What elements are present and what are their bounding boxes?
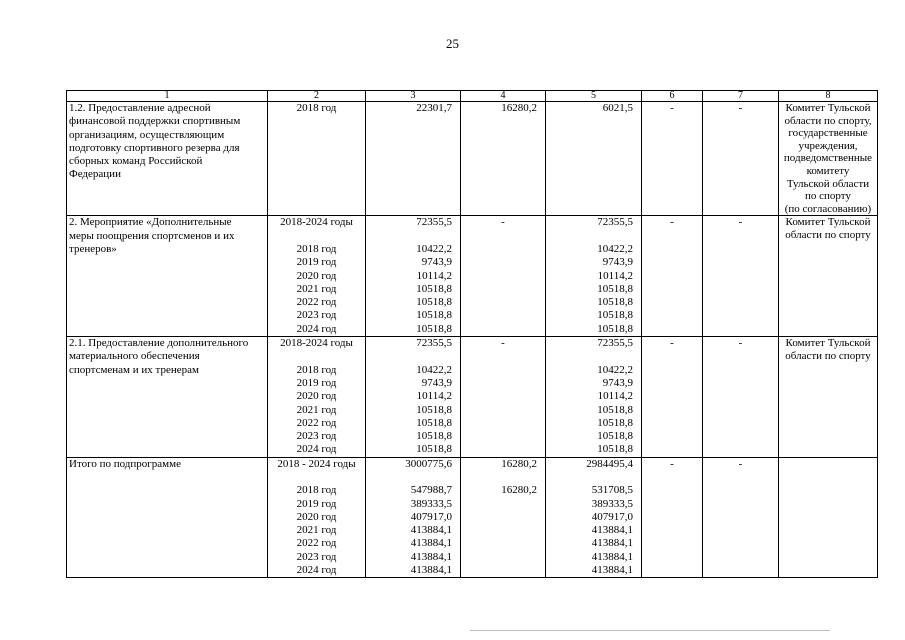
- description-line: 2.1. Предоставление дополнительного: [69, 337, 249, 350]
- total-amount: 10114,2: [416, 269, 452, 282]
- total-amount: 9743,9: [421, 256, 452, 269]
- total-amount: 10518,8: [416, 416, 452, 429]
- spacer: [270, 471, 363, 484]
- description-line: финансовой поддержки спортивным: [69, 115, 241, 128]
- period-year: 2020 год: [296, 510, 337, 523]
- responsible-line: (по согласованию): [784, 202, 872, 215]
- responsible-executor-cell: [779, 102, 878, 216]
- spacer: [368, 350, 452, 363]
- total-amount: 9743,9: [421, 376, 452, 389]
- description-line: Итого по подпрограмме: [69, 457, 181, 470]
- measure-description: [67, 457, 268, 578]
- regional-amount: 10422,2: [597, 363, 633, 376]
- period-year: 2020 год: [296, 390, 337, 403]
- regional-amount: 9743,9: [602, 376, 633, 389]
- federal-amount: -: [501, 337, 505, 350]
- period-year: 2021 год: [296, 282, 337, 295]
- period-year: 2023 год: [296, 309, 337, 322]
- column-header: 3: [366, 91, 461, 102]
- column-header: 4: [461, 91, 546, 102]
- period-cell: [268, 216, 366, 337]
- regional-amount: 413884,1: [591, 537, 633, 550]
- program-table: [66, 90, 878, 578]
- total-amount: 72355,5: [416, 216, 452, 229]
- regional-amount: 10518,8: [597, 282, 633, 295]
- total-amount: 10518,8: [416, 296, 452, 309]
- regional-amount-cell: [546, 457, 642, 578]
- total-amount: 22301,7: [416, 102, 452, 114]
- regional-amount: 6021,5: [602, 102, 633, 114]
- measure-description: [67, 102, 268, 216]
- period-year: 2024 год: [296, 443, 337, 456]
- column-7-value: -: [738, 337, 743, 350]
- responsible-line: по спорту: [805, 190, 851, 203]
- responsible-line: области по спорту,: [784, 114, 872, 127]
- column-7-value: -: [738, 457, 743, 470]
- description-line: тренеров»: [69, 242, 117, 255]
- description-line: 2. Мероприятие «Дополнительные: [69, 216, 232, 229]
- column-6-value: -: [670, 102, 674, 114]
- period-year: 2021 год: [296, 524, 337, 537]
- responsible-line: области по спорту: [785, 349, 871, 362]
- spacer: [548, 230, 633, 243]
- period-range: 2018-2024 годы: [280, 337, 353, 350]
- federal-amount-cell: [461, 457, 546, 578]
- regional-amount: 2984495,4: [586, 457, 633, 470]
- total-amount: 10422,2: [416, 242, 452, 255]
- column-7-cell: [703, 337, 779, 458]
- federal-amount: 16280,2: [501, 102, 537, 114]
- regional-amount: 10518,8: [597, 309, 633, 322]
- federal-amount: 16280,2: [501, 457, 537, 470]
- column-number-row: [67, 91, 878, 102]
- total-amount: 413884,1: [410, 564, 452, 577]
- spacer: [548, 350, 633, 363]
- total-amount: 407917,0: [410, 510, 452, 523]
- regional-amount: 413884,1: [591, 564, 633, 577]
- column-header: 8: [779, 91, 878, 102]
- regional-amount-cell: [546, 216, 642, 337]
- total-amount: 72355,5: [416, 337, 452, 350]
- period-year: 2018 год: [296, 484, 337, 497]
- responsible-line: подведомственные: [783, 152, 873, 165]
- description-line: организациям, осуществляющим: [69, 128, 225, 141]
- page-number: 25: [446, 36, 459, 51]
- regional-amount: 407917,0: [591, 510, 633, 523]
- responsible-executor-cell: [779, 457, 878, 578]
- total-amount: 413884,1: [410, 537, 452, 550]
- regional-amount: 10518,8: [597, 296, 633, 309]
- description-line: Федерации: [69, 168, 121, 181]
- regional-amount: 10518,8: [597, 403, 633, 416]
- period-range: 2018 год: [296, 102, 337, 114]
- period-year: 2019 год: [296, 256, 337, 269]
- period-year: 2019 год: [296, 497, 337, 510]
- period-year: 2024 год: [296, 322, 337, 335]
- table-row: [67, 216, 878, 337]
- total-amount-cell: [366, 102, 461, 216]
- period-range: 2018-2024 годы: [280, 216, 353, 229]
- federal-amount-cell: [461, 102, 546, 216]
- regional-amount: 10518,8: [597, 322, 633, 335]
- period-cell: [268, 457, 366, 578]
- responsible-executor-cell: [779, 337, 878, 458]
- column-6-value: -: [670, 216, 674, 229]
- regional-amount-cell: [546, 337, 642, 458]
- spacer: [548, 471, 633, 484]
- total-amount: 3000775,6: [405, 457, 452, 470]
- period-year: 2021 год: [296, 403, 337, 416]
- total-amount: 10422,2: [416, 363, 452, 376]
- column-7-value: -: [738, 216, 743, 229]
- scan-artifact-line: [470, 630, 830, 631]
- responsible-line: Комитет Тульской: [785, 337, 871, 350]
- description-line: меры поощрения спортсменов и их: [69, 229, 235, 242]
- total-amount: 389333,5: [410, 497, 452, 510]
- responsible-line: учреждения,: [798, 139, 858, 152]
- regional-amount: 10114,2: [597, 269, 633, 282]
- total-amount: 10518,8: [416, 282, 452, 295]
- table-row: [67, 457, 878, 578]
- total-amount: 413884,1: [410, 550, 452, 563]
- column-6-value: -: [670, 337, 674, 350]
- column-6-cell: [642, 102, 703, 216]
- total-amount-cell: [366, 216, 461, 337]
- measure-description: [67, 216, 268, 337]
- regional-amount: 9743,9: [602, 256, 633, 269]
- description-line: 1.2. Предоставление адресной: [69, 102, 211, 114]
- column-7-cell: [703, 216, 779, 337]
- period-year: 2022 год: [296, 537, 337, 550]
- regional-amount: 10518,8: [597, 430, 633, 443]
- responsible-line: комитету: [806, 164, 850, 177]
- period-range: 2018 - 2024 годы: [277, 457, 356, 470]
- column-header: 6: [642, 91, 703, 102]
- federal-amount-cell: [461, 337, 546, 458]
- column-6-cell: [642, 337, 703, 458]
- column-6-cell: [642, 216, 703, 337]
- column-7-cell: [703, 102, 779, 216]
- spacer: [368, 230, 452, 243]
- column-header: 2: [268, 91, 366, 102]
- period-year: 2024 год: [296, 564, 337, 577]
- regional-amount: 413884,1: [591, 524, 633, 537]
- column-header: 7: [703, 91, 779, 102]
- period-year: 2019 год: [296, 376, 337, 389]
- regional-amount: 10422,2: [597, 242, 633, 255]
- total-amount: 10518,8: [416, 403, 452, 416]
- regional-amount: 10114,2: [597, 390, 633, 403]
- description-line: спортсменам и их тренерам: [69, 363, 199, 376]
- period-year: 2018 год: [296, 363, 337, 376]
- measure-description: [67, 337, 268, 458]
- responsible-line: Тульской области: [786, 177, 870, 190]
- regional-amount: 10518,8: [597, 443, 633, 456]
- responsible-line: Комитет Тульской: [785, 216, 871, 229]
- period-year: 2018 год: [296, 242, 337, 255]
- total-amount: 10114,2: [416, 390, 452, 403]
- total-amount: 10518,8: [416, 443, 452, 456]
- spacer: [270, 350, 363, 363]
- column-7-cell: [703, 457, 779, 578]
- description-line: подготовку спортивного резерва для: [69, 141, 240, 154]
- period-year: 2023 год: [296, 550, 337, 563]
- regional-amount: 10518,8: [597, 416, 633, 429]
- responsible-line: государственные: [788, 127, 868, 140]
- period-year: 2020 год: [296, 269, 337, 282]
- table-row: [67, 337, 878, 458]
- period-year: 2022 год: [296, 296, 337, 309]
- spacer: [368, 471, 452, 484]
- responsible-executor-cell: [779, 216, 878, 337]
- federal-amount: 16280,2: [501, 484, 537, 497]
- column-header: 1: [67, 91, 268, 102]
- total-amount: 547988,7: [410, 484, 452, 497]
- total-amount: 10518,8: [416, 430, 452, 443]
- total-amount: 413884,1: [410, 524, 452, 537]
- regional-amount: 413884,1: [591, 550, 633, 563]
- regional-amount: 531708,5: [591, 484, 633, 497]
- description-line: материального обеспечения: [69, 350, 200, 363]
- column-6-value: -: [670, 457, 674, 470]
- regional-amount: 72355,5: [597, 337, 633, 350]
- responsible-line: области по спорту: [785, 228, 871, 241]
- column-header: 5: [546, 91, 642, 102]
- description-line: сборных команд Российской: [69, 155, 203, 168]
- federal-amount-cell: [461, 216, 546, 337]
- total-amount-cell: [366, 337, 461, 458]
- total-amount: 10518,8: [416, 322, 452, 335]
- regional-amount: 389333,5: [591, 497, 633, 510]
- spacer: [463, 471, 537, 484]
- column-7-value: -: [738, 102, 743, 114]
- responsible-line: Комитет Тульской: [785, 102, 871, 114]
- table-row: [67, 102, 878, 216]
- period-year: 2023 год: [296, 430, 337, 443]
- period-cell: [268, 102, 366, 216]
- regional-amount-cell: [546, 102, 642, 216]
- column-6-cell: [642, 457, 703, 578]
- total-amount: 10518,8: [416, 309, 452, 322]
- federal-amount: -: [501, 216, 505, 229]
- period-cell: [268, 337, 366, 458]
- spacer: [270, 230, 363, 243]
- period-year: 2022 год: [296, 416, 337, 429]
- total-amount-cell: [366, 457, 461, 578]
- regional-amount: 72355,5: [597, 216, 633, 229]
